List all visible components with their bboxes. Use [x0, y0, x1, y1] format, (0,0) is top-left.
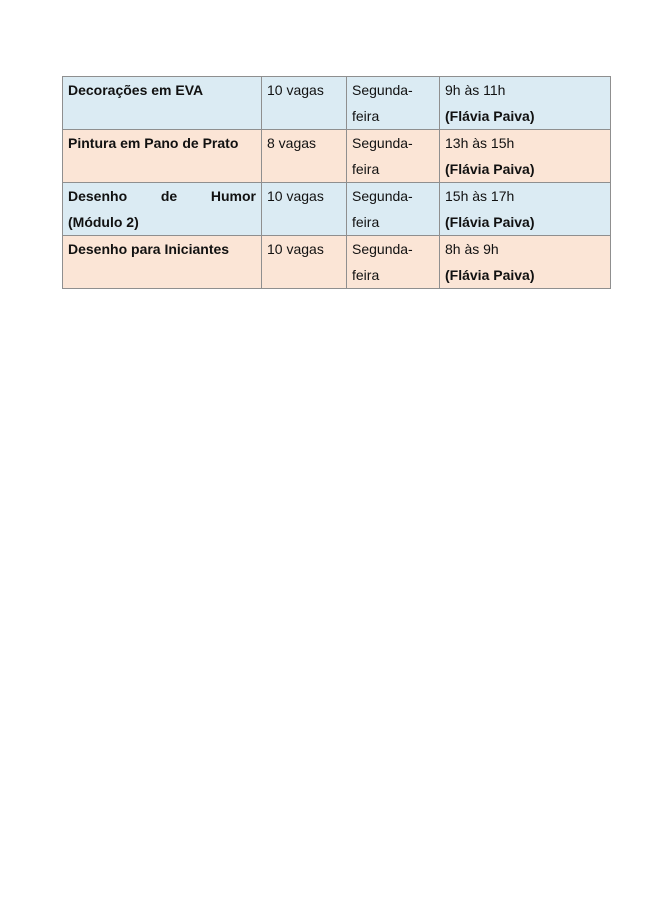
weekday-line-1: Segunda-	[352, 241, 413, 257]
course-name: Pintura em Pano de Prato	[68, 135, 239, 151]
vacancies: 8 vagas	[267, 135, 317, 151]
weekday-cell	[347, 77, 440, 130]
teacher-name: (Flávia Paiva)	[445, 161, 535, 177]
vacancies: 10 vagas	[267, 82, 324, 98]
course-name-cell	[63, 130, 262, 183]
weekday-line-2: feira	[352, 214, 380, 230]
vacancies-cell	[262, 183, 347, 236]
class-time: 9h às 11h	[445, 82, 506, 98]
course-name-cell	[63, 77, 262, 130]
teacher-name: (Flávia Paiva)	[445, 108, 535, 124]
course-name-line-2: (Módulo 2)	[68, 214, 139, 230]
weekday-line-2: feira	[352, 108, 380, 124]
course-name: Desenho para Iniciantes	[68, 241, 230, 257]
weekday-line-2: feira	[352, 161, 380, 177]
vacancies-cell	[262, 236, 347, 289]
time-teacher-cell	[440, 77, 611, 130]
course-word: de	[160, 188, 178, 204]
course-word: Desenho	[68, 188, 128, 204]
weekday-line-2: feira	[352, 267, 380, 283]
vacancies: 10 vagas	[267, 241, 324, 257]
course-name: Decorações em EVA	[68, 82, 204, 98]
course-name-cell	[63, 236, 262, 289]
time-teacher-cell	[440, 183, 611, 236]
weekday-line-1: Segunda-	[352, 135, 413, 151]
vacancies: 10 vagas	[267, 188, 324, 204]
weekday-cell	[347, 183, 440, 236]
teacher-name: (Flávia Paiva)	[445, 267, 535, 283]
table-row	[63, 130, 611, 183]
time-teacher-cell	[440, 130, 611, 183]
teacher-name: (Flávia Paiva)	[445, 214, 535, 230]
class-time: 15h às 17h	[445, 188, 515, 204]
class-time: 8h às 9h	[445, 241, 499, 257]
course-name-line-1	[68, 183, 256, 209]
table-row	[63, 77, 611, 130]
vacancies-cell	[262, 77, 347, 130]
class-time: 13h às 15h	[445, 135, 515, 151]
weekday-line-1: Segunda-	[352, 188, 413, 204]
vacancies-cell	[262, 130, 347, 183]
time-teacher-cell	[440, 236, 611, 289]
course-word: Humor	[210, 188, 256, 204]
weekday-cell	[347, 236, 440, 289]
course-schedule-table	[62, 76, 611, 289]
table-row	[63, 183, 611, 236]
course-name-cell	[63, 183, 262, 236]
weekday-cell	[347, 130, 440, 183]
table-row	[63, 236, 611, 289]
weekday-line-1: Segunda-	[352, 82, 413, 98]
